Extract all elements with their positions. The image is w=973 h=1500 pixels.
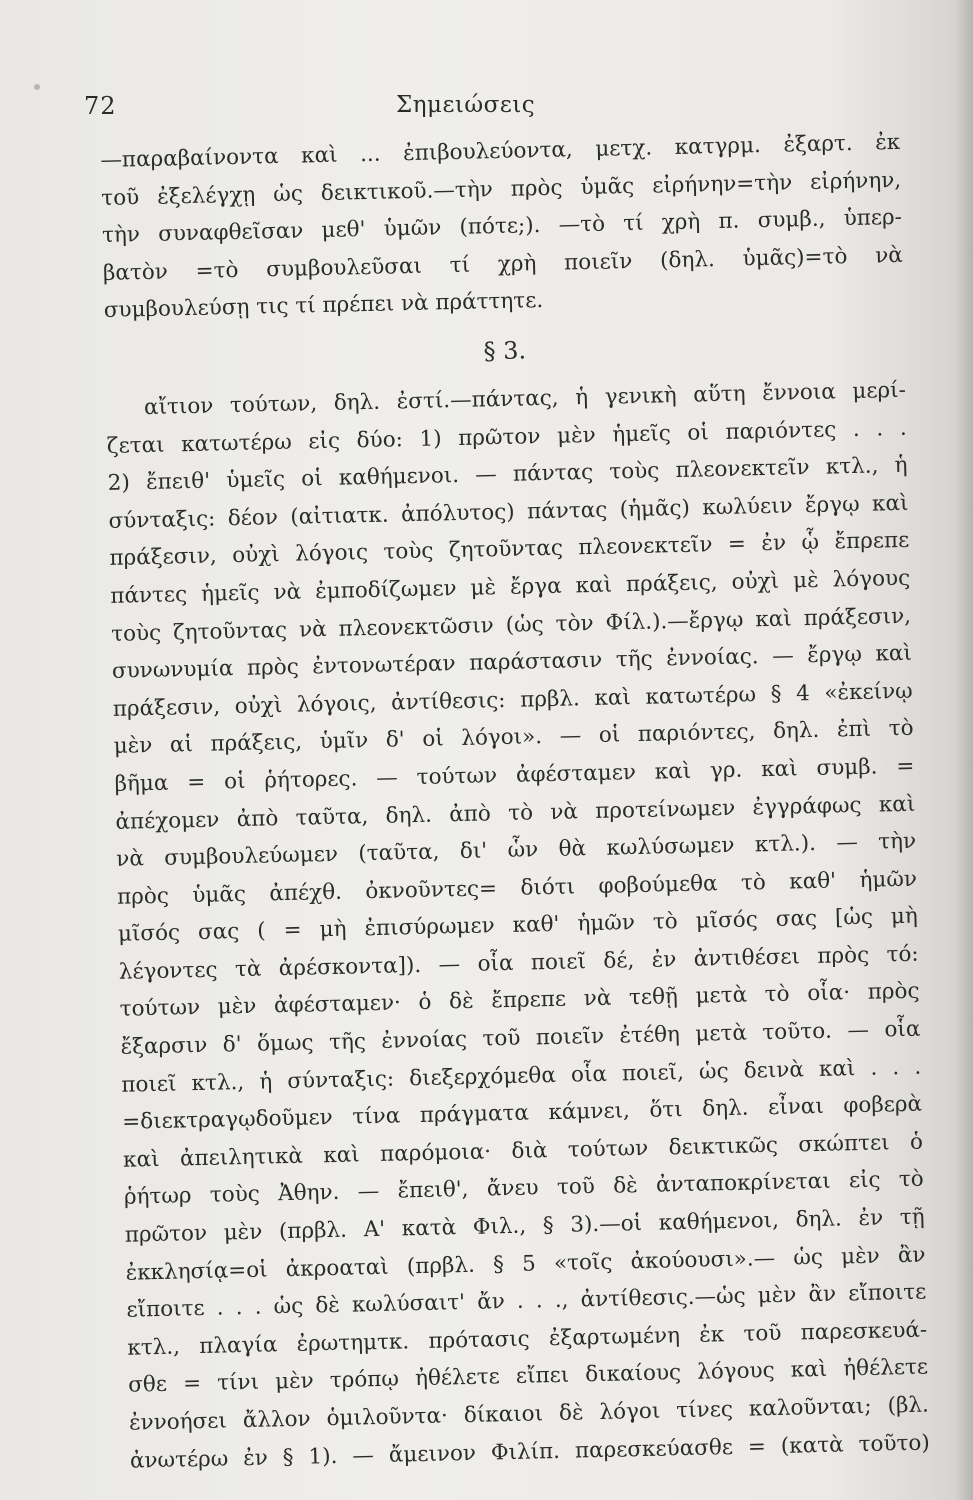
text-line: λέγοντες τὰ ἀρέσκοντα]). — οἷα ποιεῖ δέ, ἐν ἀντιθέσει πρὸς τό: [118, 941, 919, 985]
text-line: ῥήτωρ τοὺς Ἀθην. — ἔπειθ', ἄνευ τοῦ δὲ ἀνταποκρίνεται εἰς τὸ [123, 1167, 925, 1211]
text-line: πράξεσιν, οὐχὶ λόγοις τοὺς ζητοῦντας πλεονεκτεῖν = ἐν ᾧ ἔπρεπε [109, 528, 910, 572]
text-line: τοῦ ἐξελέγχῃ ὡς δεικτικοῦ.—τὴν πρὸς ὑμᾶς εἰρήνην=τὴν εἰρήνην, [100, 167, 902, 211]
text-line: συμβουλεύσῃ τις τί πρέπει νὰ πράττητε. [103, 288, 544, 324]
text-line: σθε = τίνι μὲν τρόπῳ ἠθέλετε εἴπει δικαίους λόγους καὶ ἠθέλετε [127, 1354, 929, 1399]
running-title: Σημειώσεις [396, 92, 536, 118]
text-line: ἔξαρσιν δ' ὅμως τῆς ἐννοίας τοῦ ποιεῖν ἐτέθη μετὰ τοῦτο. — οἷα [120, 1016, 921, 1060]
text-line: τούτων μὲν ἀφέσταμεν· ὁ δὲ ἔπρεπε νὰ τεθῇ μετὰ τὸ οἷα· πρὸς [119, 979, 920, 1023]
text-line: κτλ., πλαγία ἐρωτημτκ. πρότασις ἐξαρτωμένη ἐκ τοῦ παρεσκευά- [127, 1317, 928, 1361]
paragraph-1 [100, 124, 904, 330]
page-number: 72 [84, 92, 117, 120]
text-line: =διεκτραγῳδοῦμεν τίνα πράγματα κάμνει, ὅτι δηλ. εἶναι φοβερὰ [121, 1091, 923, 1135]
text-line: τοὺς ζητοῦντας νὰ πλεονεκτῶσιν (ὡς τὸν Φίλ.).—ἔργῳ καὶ πράξεσιν, [110, 603, 912, 647]
text-line: βῆμα = οἱ ῥήτορες. — τούτων ἀφέσταμεν καὶ γρ. καὶ συμβ. = [114, 753, 915, 797]
spine-shadow [955, 0, 973, 1500]
text-line: τὴν συναφθεῖσαν μεθ' ὑμῶν (πότε;). —τὸ τί χρὴ π. συμβ., ὑπερ- [101, 205, 903, 249]
text-line: πάντες ἡμεῖς νὰ ἐμποδίζωμεν μὲ ἔργα καὶ πράξεις, οὐχὶ μὲ λόγους [110, 565, 911, 609]
text-line: ἀπέχομεν ἀπὸ ταῦτα, δηλ. ἀπὸ τὸ νὰ προτείνωμεν ἐγγράφως καὶ [115, 791, 916, 835]
text-line: πράξεσιν, οὐχὶ λόγοις, ἀντίθεσις: πρβλ. καὶ κατωτέρω § 4 «ἐκείνῳ [112, 678, 913, 722]
text-line: 2) ἔπειθ' ὑμεῖς οἱ καθήμενοι. — πάντας τοὺς πλεονεκτεῖν κτλ., ἡ [107, 452, 908, 497]
text-line: σύνταξις: δέον (αἰτιατκ. ἀπόλυτος) πάντας (ἡμᾶς) κωλύειν ἔργῳ καὶ [108, 490, 909, 534]
text-line: εἴποιτε . . . ὡς δὲ κωλύσαιτ' ἄν . . ., ἀντίθεσις.—ὡς μὲν ἂν εἴποιτε [126, 1279, 927, 1323]
text-line: συνωνυμία πρὸς ἐντονωτέραν παράστασιν τῆς ἐννοίας. — ἔργῳ καὶ [111, 640, 913, 684]
text-line: μὲν αἱ πράξεις, ὑμῖν δ' οἱ λόγοι». — οἱ παριόντες, δηλ. ἐπὶ τὸ [113, 716, 914, 760]
paragraph-2 [106, 372, 931, 1480]
notes-body [100, 124, 930, 1480]
text-line: ζεται κατωτέρω εἰς δύο: 1) πρῶτον μὲν ἡμεῖς οἱ παριόντες . . . [106, 415, 907, 459]
text-line: βατὸν =τὸ συμβουλεῦσαι τί χρὴ ποιεῖν (δηλ. ὑμᾶς)=τὸ νὰ [102, 242, 904, 286]
text-line: ἐννοήσει ἄλλον ὁμιλοῦντα· δίκαιοι δὲ λόγοι τίνες καλοῦνται; (βλ. [128, 1392, 930, 1436]
text-line: μῖσός σας ( = μὴ ἐπισύρωμεν καθ' ἡμῶν τὸ μῖσός σας [ὡς μὴ [117, 903, 919, 948]
text-line: καὶ ἀπειλητικὰ καὶ παρόμοια· διὰ τούτων δεικτικῶς σκώπτει ὁ [122, 1129, 924, 1173]
ink-smudge [34, 84, 40, 90]
text-line: πρῶτον μὲν (πρβλ. Α' κατὰ Φιλ., § 3).—οἱ καθήμενοι, δηλ. ἐν τῇ [124, 1204, 925, 1248]
text-line: αἴτιον τούτων, δηλ. ἐστί.—πάντας, ἡ γενικὴ αὕτη ἔννοια μερί- [143, 377, 907, 421]
section-heading: § 3. [483, 336, 527, 366]
text-line: ἀνωτέρω ἐν § 1). — ἄμεινον Φιλίπ. παρεσκεύασθε = (κατὰ τοῦτο) [129, 1430, 931, 1474]
text-line: ἐκκλησίᾳ=οἱ ἀκροαταὶ (πρβλ. § 5 «τοῖς ἀκούουσι».— ὡς μὲν ἂν [125, 1242, 926, 1286]
text-line: —παραβαίνοντα καὶ ... ἐπιβουλεύοντα, μετχ. κατγρμ. ἐξαρτ. ἐκ [100, 129, 901, 173]
text-line: νὰ συμβουλεύωμεν (ταῦτα, δι' ὧν θὰ κωλύσωμεν κτλ.). — τὴν [115, 828, 917, 872]
text-line: πρὸς ὑμᾶς ἀπέχθ. ὀκνοῦντες= διότι φοβούμεθα τὸ καθ' ἡμῶν [116, 866, 918, 910]
text-line: ποιεῖ κτλ., ἡ σύνταξις: διεξερχόμεθα οἷα ποιεῖ, ὡς δεινὰ καὶ . . . [121, 1054, 922, 1098]
